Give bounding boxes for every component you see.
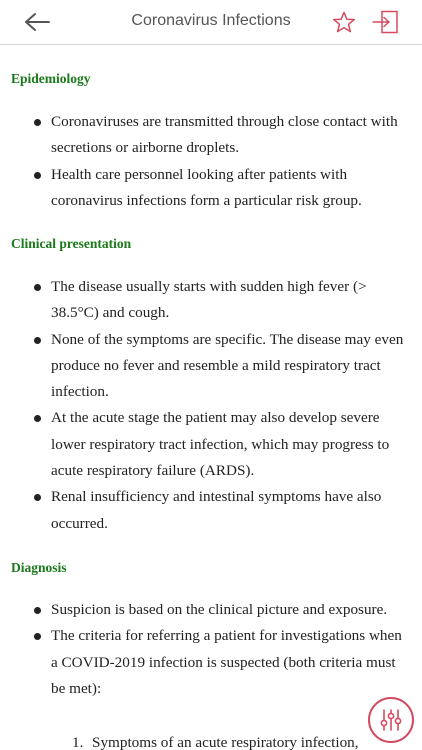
bullet-icon	[34, 494, 41, 501]
list-item: The disease usually starts with sudden high fever (> 38.5°C) and cough.	[0, 274, 422, 327]
filter-button[interactable]	[368, 697, 414, 743]
list-item: The criteria for referring a patient for investigations when a COVID-2019 infection is suspected (both criteria must be met):	[0, 623, 422, 702]
export-button[interactable]	[370, 9, 400, 35]
list-item: At the acute stage the patient may also develop severe lower respiratory tract infection, which may progress to acute respiratory failure (ARDS).	[0, 405, 422, 484]
section-heading-epidemiology: Epidemiology	[11, 71, 91, 86]
diagnosis-list	[0, 597, 422, 702]
diagnosis-criteria-list	[0, 730, 422, 750]
bullet-icon	[34, 633, 41, 640]
list-item: None of the symptoms are specific. The disease may even produce no fever and resemble a mild respiratory tract infection.	[0, 327, 422, 406]
list-item: Coronaviruses are transmitted through close contact with secretions or airborne droplets.	[0, 109, 422, 162]
export-icon	[371, 10, 399, 34]
section-heading-diagnosis: Diagnosis	[11, 560, 67, 575]
sliders-icon	[378, 707, 404, 733]
bullet-icon	[34, 172, 41, 179]
bullet-icon	[34, 119, 41, 126]
bullet-icon	[34, 284, 41, 291]
bullet-icon	[34, 415, 41, 422]
page-title: Coronavirus Infections	[131, 12, 291, 29]
clinical-presentation-list	[0, 274, 422, 537]
list-item: Health care personnel looking after patients with coronavirus infections form a particular risk group.	[0, 162, 422, 215]
bullet-icon	[34, 607, 41, 614]
star-icon	[332, 11, 356, 34]
list-item: 1. Symptoms of an acute respiratory infection,	[72, 734, 359, 750]
epidemiology-list	[0, 109, 422, 214]
bullet-icon	[34, 337, 41, 344]
top-bar	[0, 0, 422, 45]
arrow-left-icon	[24, 12, 50, 32]
list-item: Suspicion is based on the clinical picture and exposure.	[0, 597, 422, 623]
section-heading-clinical-presentation: Clinical presentation	[11, 236, 132, 251]
list-item: Renal insufficiency and intestinal symptoms have also occurred.	[0, 484, 422, 537]
back-button[interactable]	[22, 8, 52, 36]
article-content	[0, 45, 422, 750]
favorite-button[interactable]	[331, 9, 357, 35]
